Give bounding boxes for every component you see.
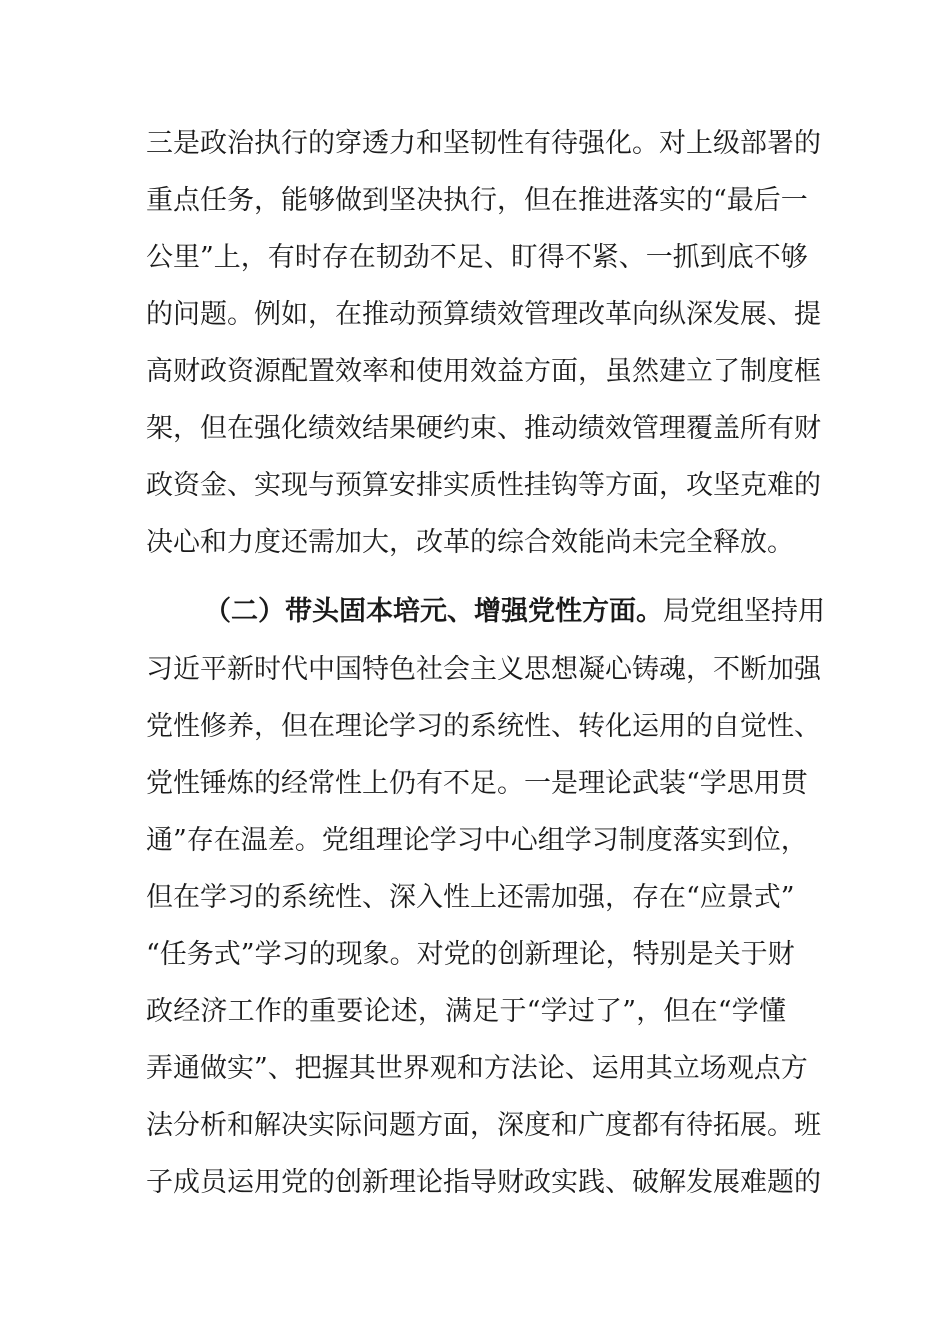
body-text-line: 决心和力度还需加大，改革的综合效能尚未完全释放。 — [146, 527, 794, 558]
body-text-line: 政资金、实现与预算安排实质性挂钩等方面，攻坚克难的 — [146, 470, 821, 501]
body-text-line: 高财政资源配置效率和使用效益方面，虽然建立了制度框 — [146, 356, 821, 387]
body-text-line: 党性修养，但在理论学习的系统性、转化运用的自觉性、 — [146, 711, 821, 742]
body-text-line: 重点任务，能够做到坚决执行，但在推进落实的“最后一 — [146, 185, 808, 216]
body-text-line: 但在学习的系统性、深入性上还需加强，存在“应景式” — [146, 882, 795, 913]
body-text-line: 弄通做实”、把握其世界观和方法论、运用其立场观点方 — [146, 1053, 808, 1084]
section-first-line — [204, 592, 825, 632]
body-text-line: 的问题。例如，在推动预算绩效管理改革向纵深发展、提 — [146, 299, 821, 330]
body-text-line: “任务式”学习的现象。对党的创新理论，特别是关于财 — [146, 939, 795, 970]
body-text-line: 法分析和解决实际问题方面，深度和广度都有待拓展。班 — [146, 1110, 821, 1141]
body-text-line: 子成员运用党的创新理论指导财政实践、破解发展难题的 — [146, 1167, 821, 1198]
body-text-line: 通”存在温差。党组理论学习中心组学习制度落实到位， — [146, 825, 808, 856]
body-text-line: 架，但在强化绩效结果硬约束、推动绩效管理覆盖所有财 — [146, 413, 821, 444]
body-text-line: 党性锤炼的经常性上仍有不足。一是理论武装“学思用贯 — [146, 768, 808, 799]
body-text-span: 局党组坚持用 — [663, 596, 825, 627]
section-heading: （二）带头固本培元、增强党性方面。 — [204, 596, 663, 627]
body-text-line: 三是政治执行的穿透力和坚韧性有待强化。对上级部署的 — [146, 128, 821, 159]
body-text-line: 习近平新时代中国特色社会主义思想凝心铸魂，不断加强 — [146, 654, 821, 685]
body-text-line: 公里”上，有时存在韧劲不足、盯得不紧、一抓到底不够 — [146, 242, 808, 273]
body-text-line: 政经济工作的重要论述，满足于“学过了”，但在“学懂 — [146, 996, 786, 1027]
